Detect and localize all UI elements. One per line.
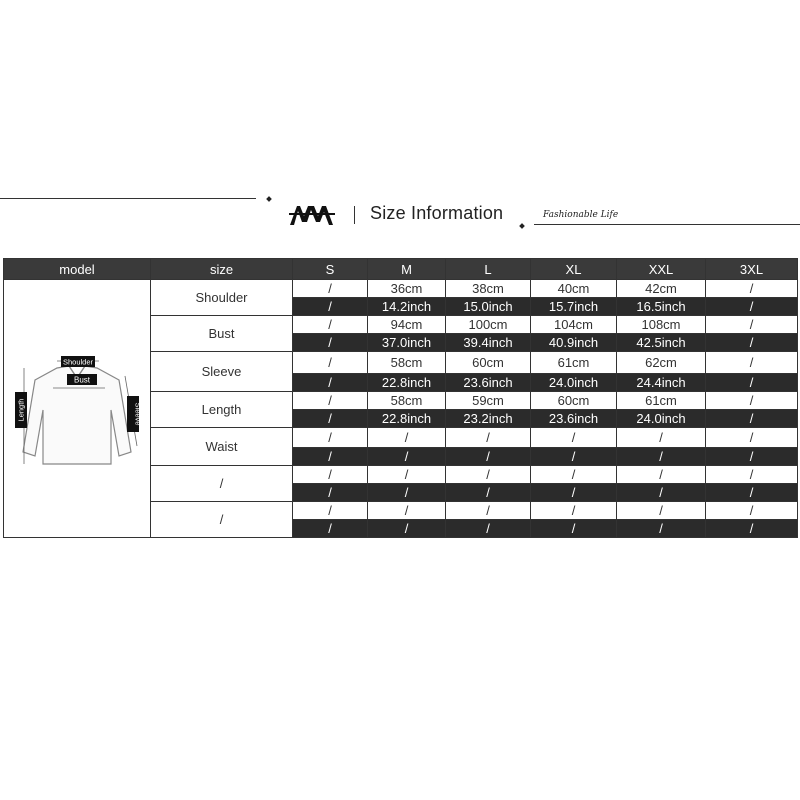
cm-cell: 42cm	[617, 280, 706, 298]
cm-cell: /	[531, 428, 617, 448]
table-header-row	[4, 259, 798, 280]
header-rule-left	[0, 198, 256, 199]
inch-cell: /	[531, 520, 617, 538]
inch-cell: /	[706, 484, 798, 502]
inch-cell: 23.2inch	[446, 410, 531, 428]
cm-cell: /	[706, 502, 798, 520]
cm-cell: /	[531, 466, 617, 484]
inch-cell: /	[617, 520, 706, 538]
inch-cell: 24.4inch	[617, 374, 706, 392]
inch-cell: /	[293, 374, 368, 392]
header-size: size	[151, 259, 293, 280]
cm-cell: 58cm	[368, 392, 446, 410]
inch-cell: 22.8inch	[368, 410, 446, 428]
inch-cell: 24.0inch	[617, 410, 706, 428]
cm-cell: /	[446, 428, 531, 448]
cm-cell: /	[293, 316, 368, 334]
cm-cell: /	[368, 428, 446, 448]
measurement-label: Sleeve	[151, 352, 293, 392]
inch-cell: 15.0inch	[446, 298, 531, 316]
inch-cell: /	[706, 374, 798, 392]
header-size-xl: XL	[531, 259, 617, 280]
header	[0, 180, 800, 240]
cm-cell: 59cm	[446, 392, 531, 410]
inch-cell: 15.7inch	[531, 298, 617, 316]
length-label: Length	[16, 398, 26, 421]
inch-cell: /	[446, 520, 531, 538]
size-table	[3, 258, 798, 538]
header-separator	[354, 206, 355, 224]
tagline: Fashionable Life	[543, 210, 619, 220]
inch-cell: /	[293, 484, 368, 502]
inch-cell: /	[617, 484, 706, 502]
inch-cell: 39.4inch	[446, 334, 531, 352]
inch-cell: /	[706, 520, 798, 538]
cm-cell: /	[531, 502, 617, 520]
inch-cell: /	[706, 298, 798, 316]
header-size-l: L	[446, 259, 531, 280]
cm-cell: /	[706, 352, 798, 374]
header-dot-right	[519, 223, 525, 229]
shirt-diagram	[7, 344, 147, 474]
inch-cell: 22.8inch	[368, 374, 446, 392]
cm-cell: /	[368, 502, 446, 520]
header-size-s: S	[293, 259, 368, 280]
cm-cell: /	[293, 352, 368, 374]
cm-cell: 62cm	[617, 352, 706, 374]
cm-cell: 94cm	[368, 316, 446, 334]
cm-cell: 61cm	[531, 352, 617, 374]
cm-cell: /	[293, 392, 368, 410]
cm-cell: /	[446, 502, 531, 520]
measurement-label: Shoulder	[151, 280, 293, 316]
cm-cell: /	[293, 502, 368, 520]
cm-cell: 60cm	[531, 392, 617, 410]
inch-cell: /	[293, 520, 368, 538]
inch-cell: 24.0inch	[531, 374, 617, 392]
cm-cell: /	[617, 428, 706, 448]
header-size-xxl: XXL	[617, 259, 706, 280]
model-diagram-cell	[4, 280, 151, 538]
inch-cell: 14.2inch	[368, 298, 446, 316]
header-dot-left	[266, 196, 272, 202]
cm-cell: 58cm	[368, 352, 446, 374]
inch-cell: 16.5inch	[617, 298, 706, 316]
cm-cell: 36cm	[368, 280, 446, 298]
inch-cell: /	[368, 520, 446, 538]
inch-cell: /	[368, 484, 446, 502]
brand-logo-text: AMA	[289, 204, 292, 205]
inch-cell: /	[293, 334, 368, 352]
cm-cell: /	[293, 428, 368, 448]
inch-cell: /	[446, 484, 531, 502]
header-size-3xl: 3XL	[706, 259, 798, 280]
header-size-m: M	[368, 259, 446, 280]
inch-cell: /	[531, 448, 617, 466]
cm-cell: /	[617, 466, 706, 484]
header-model: model	[4, 259, 151, 280]
cm-cell: 108cm	[617, 316, 706, 334]
inch-cell: /	[706, 334, 798, 352]
inch-cell: 42.5inch	[617, 334, 706, 352]
header-rule-right	[534, 224, 800, 225]
cm-cell: /	[293, 280, 368, 298]
inch-cell: /	[617, 448, 706, 466]
inch-cell: /	[531, 484, 617, 502]
measurement-label: /	[151, 466, 293, 502]
bust-label: Bust	[73, 375, 91, 384]
inch-cell: /	[293, 410, 368, 428]
cm-cell: /	[446, 466, 531, 484]
table-row	[4, 280, 798, 298]
cm-cell: /	[368, 466, 446, 484]
inch-cell: 37.0inch	[368, 334, 446, 352]
inch-cell: /	[706, 410, 798, 428]
inch-cell: /	[368, 448, 446, 466]
cm-cell: /	[617, 502, 706, 520]
measurement-label: /	[151, 502, 293, 538]
cm-cell: /	[706, 428, 798, 448]
inch-cell: 23.6inch	[531, 410, 617, 428]
measurement-label: Length	[151, 392, 293, 428]
measurement-label: Bust	[151, 316, 293, 352]
cm-cell: 61cm	[617, 392, 706, 410]
cm-cell: 100cm	[446, 316, 531, 334]
cm-cell: 38cm	[446, 280, 531, 298]
inch-cell: /	[706, 448, 798, 466]
cm-cell: 60cm	[446, 352, 531, 374]
cm-cell: /	[706, 466, 798, 484]
inch-cell: /	[293, 448, 368, 466]
measurement-label: Waist	[151, 428, 293, 466]
cm-cell: /	[706, 392, 798, 410]
inch-cell: 23.6inch	[446, 374, 531, 392]
cm-cell: 104cm	[531, 316, 617, 334]
sleeve-label: Sleeve	[133, 402, 143, 425]
brand-logo	[289, 204, 339, 226]
shoulder-label: Shoulder	[62, 357, 94, 366]
inch-cell: /	[446, 448, 531, 466]
cm-cell: /	[293, 466, 368, 484]
cm-cell: /	[706, 280, 798, 298]
inch-cell: /	[293, 298, 368, 316]
page-title: Size Information	[370, 203, 504, 223]
cm-cell: 40cm	[531, 280, 617, 298]
inch-cell: 40.9inch	[531, 334, 617, 352]
cm-cell: /	[706, 316, 798, 334]
